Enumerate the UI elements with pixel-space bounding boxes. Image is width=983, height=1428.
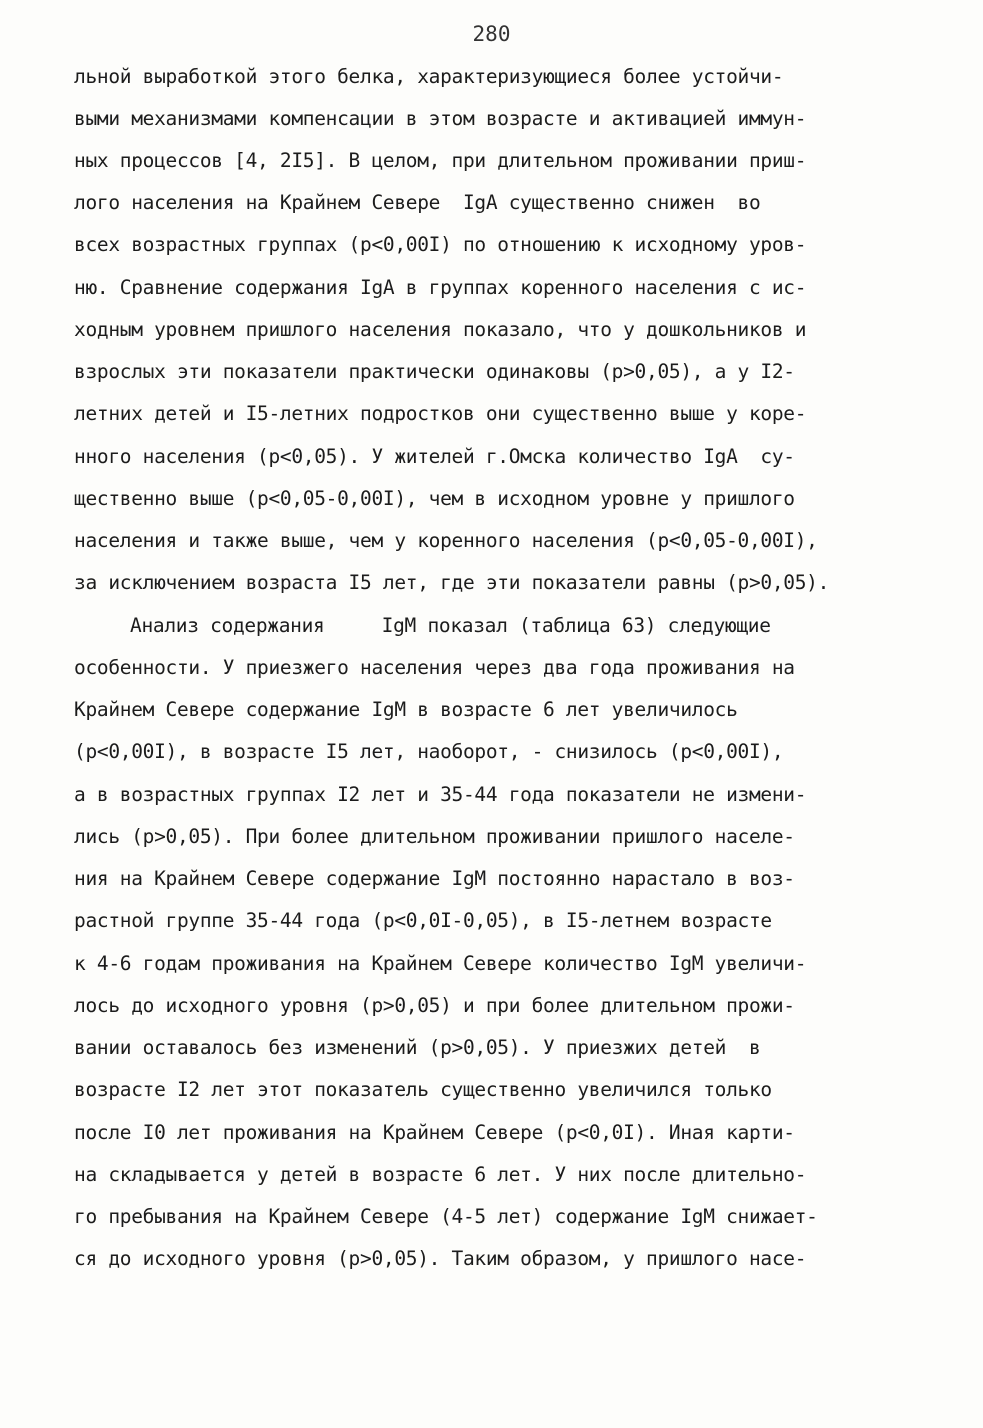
text-line: лого населения на Крайнем Севере IgA существенно снижен во bbox=[74, 191, 761, 214]
text-line: ходным уровнем пришлого населения показало, что у дошкольников и bbox=[74, 318, 807, 341]
text-line: населения и также выше, чем у коренного населения (p<0,05-0,00I), bbox=[74, 529, 818, 552]
text-line: к 4-6 годам проживания на Крайнем Севере количество IgM увеличи- bbox=[74, 952, 807, 975]
text-line: лось до исходного уровня (p>0,05) и при более длительном прожи- bbox=[74, 994, 795, 1017]
text-line: щественно выше (p<0,05-0,00I), чем в исходном уровне у пришлого bbox=[74, 487, 795, 510]
text-line: возрасте I2 лет этот показатель существенно увеличился только bbox=[74, 1078, 772, 1101]
text-line: льной выработкой этого белка, характеризующиеся более устойчи- bbox=[74, 65, 784, 88]
paragraph-start-line: Анализ содержания IgM показал (таблица 63) следующие bbox=[130, 614, 771, 637]
text-line: летних детей и I5-летних подростков они существенно выше у коре- bbox=[74, 402, 807, 425]
text-line: после I0 лет проживания на Крайнем Севере (p<0,0I). Иная карти- bbox=[74, 1121, 795, 1144]
text-line: Крайнем Севере содержание IgM в возрасте 6 лет увеличилось bbox=[74, 698, 738, 721]
text-line: выми механизмами компенсации в этом возрасте и активацией иммун- bbox=[74, 107, 807, 130]
text-line: ню. Сравнение содержания IgA в группах коренного населения с ис- bbox=[74, 276, 807, 299]
text-line: особенности. У приезжего населения через два года проживания на bbox=[74, 656, 795, 679]
page-number: 280 bbox=[472, 22, 511, 46]
text-line: всех возрастных группах (p<0,00I) по отношению к исходному уров- bbox=[74, 233, 807, 256]
text-line: за исключением возраста I5 лет, где эти показатели равны (p>0,05). bbox=[74, 571, 830, 594]
text-line: ния на Крайнем Севере содержание IgM постоянно нарастало в воз- bbox=[74, 867, 795, 890]
text-line: на складывается у детей в возрасте 6 лет. У них после длительно- bbox=[74, 1163, 807, 1186]
text-line: растной группе 35-44 года (p<0,0I-0,05), в I5-летнем возрасте bbox=[74, 909, 772, 932]
text-line: ных процессов [4, 2I5]. В целом, при длительном проживании приш- bbox=[74, 149, 807, 172]
text-line: нного населения (p<0,05). У жителей г.Омска количество IgA су- bbox=[74, 445, 795, 468]
text-line: а в возрастных группах I2 лет и 35-44 года показатели не измени- bbox=[74, 783, 807, 806]
text-line: ся до исходного уровня (p>0,05). Таким образом, у пришлого насе- bbox=[74, 1247, 807, 1270]
text-line: лись (p>0,05). При более длительном проживании пришлого населе- bbox=[74, 825, 795, 848]
text-line: (p<0,00I), в возрасте I5 лет, наоборот, - снизилось (p<0,00I), bbox=[74, 740, 784, 763]
text-line: взрослых эти показатели практически одинаковы (p>0,05), а у I2- bbox=[74, 360, 795, 383]
text-line: вании оставалось без изменений (p>0,05). У приезжих детей в bbox=[74, 1036, 761, 1059]
text-line: го пребывания на Крайнем Севере (4-5 лет) содержание IgM снижает- bbox=[74, 1205, 818, 1228]
